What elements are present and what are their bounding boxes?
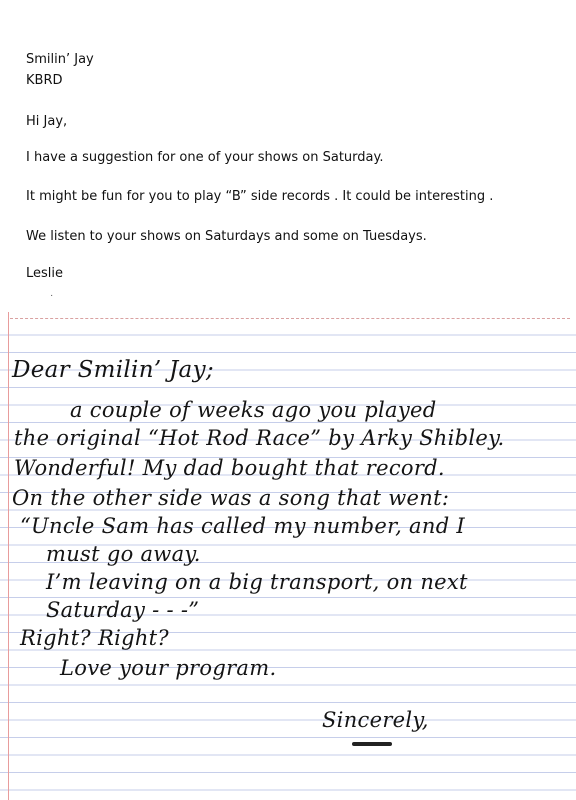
letter-line-3: Wonderful! My dad bought that record.: [14, 456, 445, 480]
signature-stroke: [352, 742, 392, 746]
letter-line-4: On the other side was a song that went:: [12, 486, 450, 510]
salutation: Dear Smilin’ Jay;: [12, 357, 214, 383]
greeting: Hi Jay,: [26, 114, 68, 129]
letter-line-7: I’m leaving on a big transport, on next: [46, 570, 468, 594]
letter-line-9: Right? Right?: [20, 626, 169, 650]
typed-line-1: I have a suggestion for one of your shows on Saturday.: [26, 150, 384, 165]
paper-margin-line: [8, 312, 9, 800]
letter-line-1: a couple of weeks ago you played: [70, 398, 437, 422]
closing: Sincerely,: [322, 708, 429, 732]
recipient-name: Smilin’ Jay: [26, 52, 94, 67]
letter-line-10: Love your program.: [60, 656, 277, 680]
ink-speck: ·: [50, 290, 54, 301]
letter-line-2: the original “Hot Rod Race” by Arky Shibley.: [14, 426, 505, 450]
letter-line-6: must go away.: [46, 542, 201, 566]
typed-line-3: We listen to your shows on Saturdays and some on Tuesdays.: [26, 229, 427, 244]
recipient-station: KBRD: [26, 73, 63, 88]
letter-line-5: “Uncle Sam has called my number, and I: [20, 514, 466, 538]
typed-line-2: It might be fun for you to play “B” side records . It could be interesting .: [26, 189, 494, 204]
typed-note: [0, 0, 576, 312]
letter-line-8: Saturday - - -”: [46, 598, 200, 622]
typed-signature: Leslie: [26, 266, 64, 281]
paper-top-edge: [10, 318, 570, 319]
